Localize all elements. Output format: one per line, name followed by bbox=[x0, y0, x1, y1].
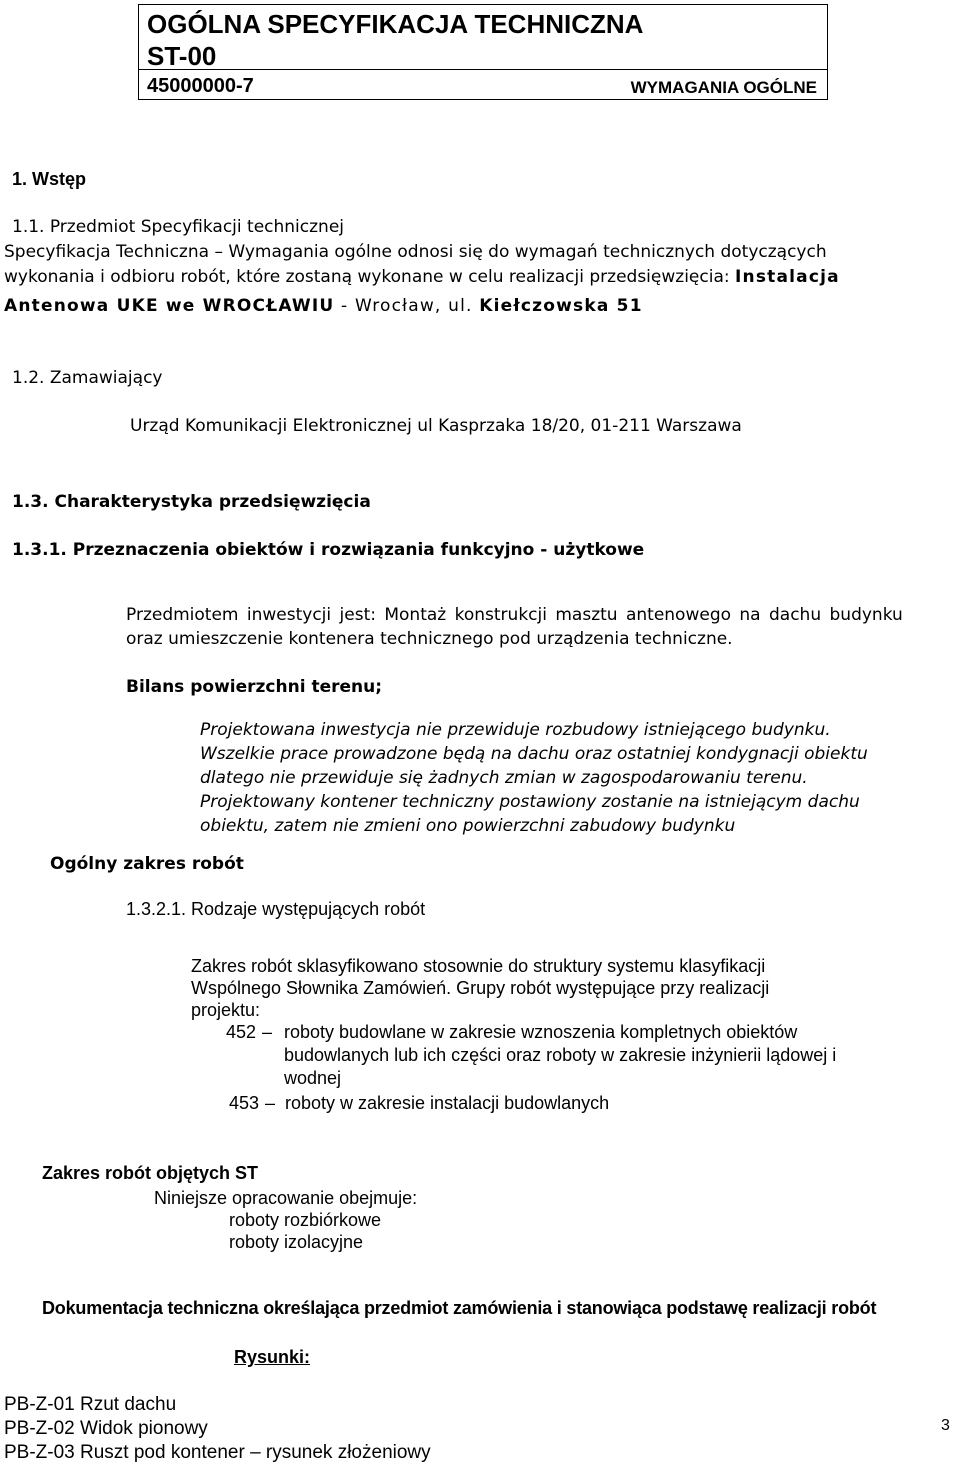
classification-line: Zakres robót sklasyfikowano stosownie do struktury systemu klasyfikacji bbox=[191, 956, 766, 976]
works-group-452 bbox=[226, 1021, 256, 1044]
section-1-2-heading: 1.2. Zamawiający bbox=[12, 368, 163, 388]
works-group-dash: – bbox=[265, 1093, 276, 1113]
header-requirements: WYMAGANIA OGÓLNE bbox=[630, 78, 817, 97]
st-scope-item: roboty izolacyjne bbox=[229, 1232, 364, 1252]
section-1-3-1-heading: 1.3.1. Przeznaczenia obiektów i rozwiązania funkcyjno - użytkowe bbox=[12, 540, 645, 560]
works-types-heading: 1.3.2.1. Rodzaje występujących robót bbox=[126, 899, 426, 919]
works-group-line: roboty budowlane w zakresie wznoszenia kompletnych obiektów bbox=[284, 1022, 798, 1042]
page-number: 3 bbox=[941, 1417, 950, 1434]
bilans-line: Projektowany kontener techniczny postawiony zostanie na istniejącym dachu bbox=[200, 792, 860, 812]
section-1-1-line3 bbox=[4, 295, 643, 317]
bilans-line: obiektu, zatem nie zmieni ono powierzchni zabudowy budynku bbox=[200, 816, 736, 836]
project-name-part2: Antenowa UKE we WROCŁAWIU bbox=[4, 296, 335, 316]
project-address: Kiełczowska 51 bbox=[479, 296, 643, 316]
classification-line: Wspólnego Słownika Zamówień. Grupy robót występujące przy realizacji bbox=[191, 978, 770, 998]
bilans-line: dlatego nie przewiduje się żadnych zmian w zagospodarowaniu terenu. bbox=[200, 768, 808, 788]
section-1-1-line2-text: wykonania i odbioru robót, które zostaną wykonane w celu realizacji przedsięwzięcia: bbox=[4, 267, 735, 287]
classification-text bbox=[191, 955, 769, 1021]
general-scope-heading: Ogólny zakres robót bbox=[50, 854, 244, 874]
section-1-1-heading: 1.1. Przedmiot Specyfikacji technicznej bbox=[12, 217, 344, 237]
works-group-code: 452 bbox=[226, 1022, 257, 1042]
bilans-line: Projektowana inwestycja nie przewiduje rozbudowy istniejącego budynku. bbox=[200, 720, 831, 740]
works-group-line: roboty w zakresie instalacji budowlanych bbox=[285, 1093, 610, 1113]
investment-line1: Przedmiotem inwestycji jest: Montaż konstrukcji masztu antenowego na dachu budynku bbox=[126, 605, 903, 625]
section-1-3-heading: 1.3. Charakterystyka przedsięwzięcia bbox=[12, 492, 371, 512]
header-title-line2: ST-00 bbox=[147, 41, 217, 71]
drawings-heading: Rysunki: bbox=[234, 1347, 311, 1367]
drawings-list bbox=[4, 1393, 431, 1465]
documentation-heading: Dokumentacja techniczna określająca przedmiot zamówienia i stanowiąca podstawę realizacji robót bbox=[42, 1298, 877, 1318]
section-1-1-line1: Specyfikacja Techniczna – Wymagania ogólne odnosi się do wymagań technicznych dotyczących bbox=[4, 242, 827, 262]
drawing-item: PB-Z-03 Ruszt pod kontener – rysunek złożeniowy bbox=[4, 1442, 431, 1463]
works-group-453-desc bbox=[285, 1092, 609, 1115]
classification-line: projektu: bbox=[191, 1000, 261, 1020]
contracting-authority: Urząd Komunikacji Elektronicznej ul Kasprzaka 18/20, 01-211 Warszawa bbox=[130, 416, 742, 436]
header-divider bbox=[139, 69, 827, 70]
drawing-item: PB-Z-02 Widok pionowy bbox=[4, 1418, 208, 1439]
document-header bbox=[138, 4, 828, 100]
section-1-heading: 1. Wstęp bbox=[12, 169, 87, 189]
header-title-line1: OGÓLNA SPECYFIKACJA TECHNICZNA bbox=[147, 9, 644, 39]
project-name-part1: Instalacja bbox=[735, 267, 840, 287]
project-address-prefix: - Wrocław, ul. bbox=[334, 296, 480, 316]
section-1-1-line2 bbox=[4, 266, 840, 288]
st-scope-intro: Niniejsze opracowanie obejmuje: bbox=[154, 1188, 418, 1208]
works-group-453 bbox=[229, 1092, 259, 1115]
bilans-line: Wszelkie prace prowadzone będą na dachu oraz ostatniej kondygnacji obiektu bbox=[200, 744, 868, 764]
drawing-item: PB-Z-01 Rzut dachu bbox=[4, 1394, 177, 1415]
works-group-452-cont bbox=[284, 1044, 836, 1090]
works-group-dash: – bbox=[262, 1022, 273, 1042]
bilans-text bbox=[200, 718, 868, 838]
works-group-line: budowlanych lub ich części oraz roboty w zakresie inżynierii lądowej i bbox=[284, 1045, 837, 1065]
bilans-heading: Bilans powierzchni terenu; bbox=[126, 677, 383, 697]
st-scope-list bbox=[229, 1209, 381, 1253]
investment-line2: oraz umieszczenie kontenera technicznego pod urządzenia techniczne. bbox=[126, 629, 733, 649]
st-scope-item: roboty rozbiórkowe bbox=[229, 1210, 382, 1230]
works-group-452-desc bbox=[284, 1021, 797, 1044]
works-group-code: 453 bbox=[229, 1093, 260, 1113]
header-cpv-code: 45000000-7 bbox=[147, 75, 254, 97]
works-group-line: wodnej bbox=[284, 1068, 342, 1088]
st-scope-heading: Zakres robót objętych ST bbox=[42, 1163, 259, 1183]
